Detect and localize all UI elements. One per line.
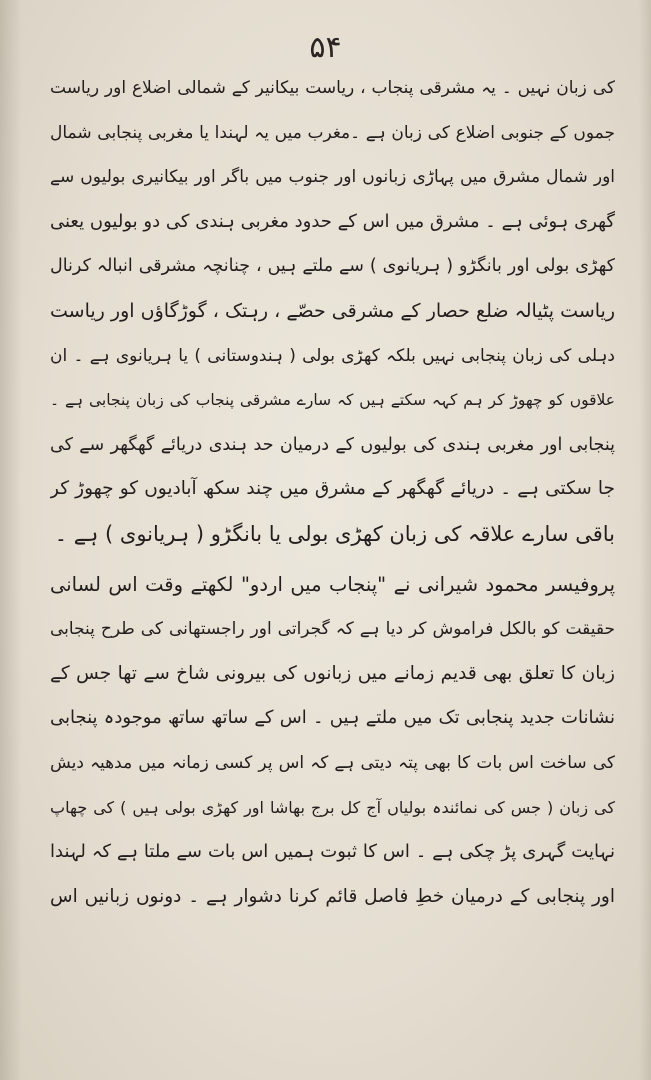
text-line: کھڑی بولی اور بانگڑو ( ہریانوی ) سے ملتے ہیں ، چنانچہ مشرقی انبالہ کرنال (50, 256, 615, 277)
text-line: ریاست پٹیالہ ضلع حصار کے مشرقی حصّے ، رہتک ، گوڑگاؤں اور ریاست (50, 299, 615, 322)
text-line: نشانات جدید پنجابی تک میں ملتے ہیں ۔ اس کے ساتھ ساتھ موجودہ پنجابی (50, 707, 615, 729)
text-line: حقیقت کو بالکل فراموش کر دیا ہے کہ گجراتی اور راجستھانی کی طرح پنجابی (50, 619, 615, 640)
text-line: نہایت گہری پڑ چکی ہے ۔ اس کا ثبوت ہمیں اس بات سے ملتا ہے کہ لہندا (50, 841, 615, 863)
text-line: باقی سارے علاقہ کی زبان کھڑی بولی یا بانگڑو ( ہریانوی ) ہے ۔ (54, 521, 615, 546)
text-line: جا سکتی ہے ۔ دریائے گھگھر کے مشرق میں چند سکھ آبادیوں کو چھوڑ کر (50, 478, 615, 500)
page-body-text (50, 66, 615, 919)
text-line: پروفیسر محمود شیرانی نے "پنجاب میں اردو" لکھتے وقت اس لسانی (50, 572, 615, 596)
text-line: زبان کا تعلق بھی قدیم زمانے میں زبانوں کی بیرونی شاخ سے تھا جس کے (50, 662, 615, 684)
text-line: گھری ہوئی ہے ۔ مشرق میں اس کے حدود مغربی ہندی کی دو بولیوں یعنی (50, 210, 615, 232)
text-line: کی زبان نہیں ۔ یہ مشرقی پنجاب ، ریاست بیکانیر کے شمالی اضلاع اور ریاست (50, 78, 615, 98)
text-line: علاقوں کو چھوڑ کر ہم کہہ سکتے ہیں کہ سارے مشرقی پنجاب کی زبان پنجابی ہے ۔ (50, 391, 615, 410)
text-line: اور پنجابی کے درمیان خطِ فاصل قائم کرنا دشوار ہے ۔ دونوں زبانیں اس (50, 885, 615, 907)
text-line: دہلی کی زبان پنجابی نہیں بلکہ کھڑی بولی ( ہندوستانی ) یا ہریانوی ہے ۔ ان (50, 345, 615, 366)
text-line: اور شمال مشرق میں پہاڑی زبانوں اور جنوب میں باگر اور بیکانیری بولیوں سے (50, 167, 615, 188)
text-line: پنجابی اور مغربی ہندی کی بولیوں کے درمیان حد ہندی دریائے گھگھر سے کی (50, 434, 615, 455)
spine-shadow (0, 0, 22, 1080)
text-line: کی ساخت اس بات کا بھی پتہ دیتی ہے کہ اس پر کسی زمانہ میں مدھیہ دیش (50, 752, 615, 773)
page-number: ۵۴ (309, 30, 342, 65)
text-line: کی زبان ( جس کی نمائندہ بولیاں آج کل برج بھاشا اور کھڑی بولی ہیں ) کی چھاپ (50, 797, 615, 817)
page-edge-shadow (639, 0, 651, 1080)
text-line: جموں کے جنوبی اضلاع کی زبان ہے ۔مغرب میں یہ لہندا یا مغربی پنجابی شمال (50, 122, 615, 143)
